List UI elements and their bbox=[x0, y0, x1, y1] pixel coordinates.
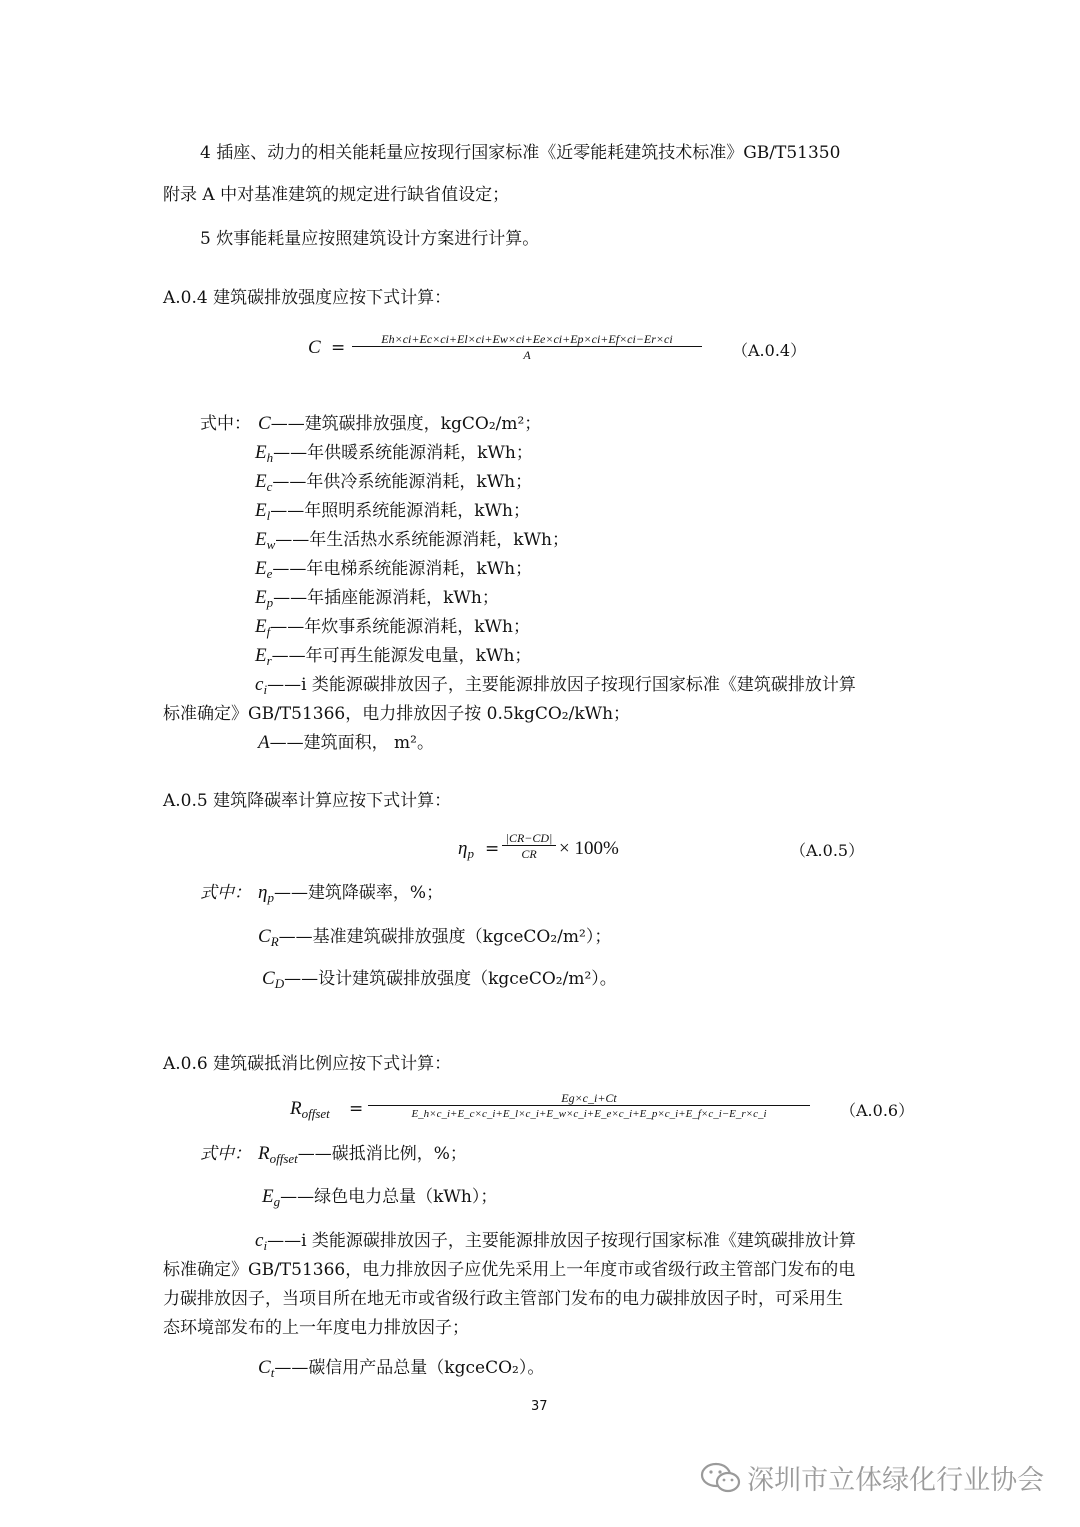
def-subscript: p bbox=[266, 595, 274, 610]
def-subscript: l bbox=[266, 508, 271, 523]
formula-a05-label: （A.0.5） bbox=[790, 841, 865, 860]
formula-a06-label: （A.0.6） bbox=[840, 1101, 915, 1120]
def-symbol: E bbox=[255, 471, 267, 492]
a06-def-ci-continued-3: 态环境部发布的上一年度电力排放因子； bbox=[163, 1318, 469, 1338]
def-subscript: g bbox=[273, 1194, 281, 1209]
a04-where-intro: 式中： bbox=[200, 414, 251, 434]
def-subscript: e bbox=[266, 566, 273, 581]
a05-def-eta: $\eta_p——$建筑降碳率，%； bbox=[258, 882, 444, 905]
formula-a05-denominator: CR bbox=[521, 847, 537, 861]
a04-def-ep: $E_p——$年插座能源消耗，kWh； bbox=[255, 587, 499, 610]
def-subscript: c bbox=[266, 479, 273, 494]
def-symbol: E bbox=[255, 529, 267, 550]
formula-a04-label: （A.0.4） bbox=[732, 341, 807, 360]
a04-def-er: $E_r——$年可再生能源发电量，kWh； bbox=[255, 645, 532, 668]
a06-def-ci-continued-2: 力碳排放因子，当项目所在地无市或省级行政主管部门发布的电力碳排放因子时，可采用生 bbox=[163, 1289, 843, 1309]
def-symbol: A bbox=[258, 732, 270, 753]
def-subscript: p bbox=[267, 890, 274, 905]
a04-def-ew: $E_w——$年生活热水系统能源消耗，kWh； bbox=[255, 529, 570, 552]
def-subscript: i bbox=[263, 682, 268, 697]
section-a06-heading: A.0.6 建筑碳抵消比例应按下式计算： bbox=[163, 1054, 452, 1074]
a04-def-el: $E_l——$年照明系统能源消耗，kWh； bbox=[255, 500, 530, 523]
watermark bbox=[700, 1458, 1044, 1497]
formula-a05-numerator: |CR−CD| bbox=[505, 831, 553, 845]
def-symbol: E bbox=[255, 616, 267, 637]
formula-a05-lhs: $\eta_p$ bbox=[458, 838, 474, 861]
a04-def-eh: $E_h——$年供暖系统能源消耗，kWh； bbox=[255, 442, 533, 465]
def-symbol: E bbox=[255, 645, 267, 666]
def-subscript: offset bbox=[269, 1151, 298, 1166]
def-subscript: R bbox=[270, 934, 279, 949]
def-symbol: C bbox=[258, 413, 271, 434]
a04-def-ec: $E_c——$年供冷系统能源消耗，kWh； bbox=[255, 471, 533, 494]
def-symbol: c bbox=[255, 1230, 264, 1251]
formula-a06-equals: = bbox=[349, 1099, 364, 1119]
def-symbol: c bbox=[255, 674, 264, 695]
def-subscript: w bbox=[266, 537, 276, 552]
def-symbol: η bbox=[258, 882, 268, 903]
formula-a04-lhs: C bbox=[308, 337, 321, 358]
formula-a06-fraction bbox=[368, 1091, 810, 1122]
paragraph-4-line-2: 附录 A 中对基准建筑的规定进行缺省值设定； bbox=[163, 185, 510, 205]
a06-def-roffset: $R_{offset}——$碳抵消比例，%； bbox=[258, 1143, 467, 1166]
formula-a05-lhs-subscript: p bbox=[467, 846, 474, 861]
formula-a05-fraction bbox=[502, 831, 556, 862]
def-subscript: f bbox=[266, 624, 271, 639]
a04-def-ee: $E_e——$年电梯系统能源消耗，kWh； bbox=[255, 558, 533, 581]
formula-a05-equals: = bbox=[485, 839, 500, 859]
formula-a04-equals: = bbox=[331, 338, 346, 358]
formula-a06-lhs-subscript: offset bbox=[301, 1106, 330, 1121]
a04-def-a: A——建筑面积， m²。 bbox=[258, 732, 434, 753]
page-number: 37 bbox=[531, 1399, 548, 1414]
formula-a06-lhs: $R_{offset}$ bbox=[290, 1098, 330, 1121]
def-symbol: C bbox=[262, 968, 275, 989]
def-subscript: h bbox=[266, 450, 274, 465]
a05-def-cr: $C_R——$基准建筑碳排放强度（kgceCO₂/m²）； bbox=[258, 926, 612, 949]
section-a04-heading: A.0.4 建筑碳排放强度应按下式计算： bbox=[163, 288, 452, 308]
def-symbol: R bbox=[258, 1143, 270, 1164]
a04-def-c: C——建筑碳排放强度，kgCO₂/m²； bbox=[258, 413, 542, 434]
def-symbol: E bbox=[255, 587, 267, 608]
a04-def-ci-continued: 标准确定》GB/T51366，电力排放因子按 0.5kgCO₂/kWh； bbox=[163, 704, 631, 724]
a06-def-eg: $E_g——$绿色电力总量（kWh）； bbox=[262, 1186, 498, 1209]
a04-def-ef: $E_f——$年炊事系统能源消耗，kWh； bbox=[255, 616, 530, 639]
def-symbol: C bbox=[258, 926, 271, 947]
formula-a04-denominator: A bbox=[523, 348, 531, 362]
formula-a05-times: × 100% bbox=[559, 838, 619, 859]
def-subscript: i bbox=[263, 1238, 268, 1253]
formula-a06-denominator: E_h×c_i+E_c×c_i+E_l×c_i+E_w×c_i+E_e×c_i+E_p×c_i+E_f×c_i−E_r×c_i bbox=[411, 1108, 767, 1120]
def-subscript: r bbox=[266, 653, 272, 668]
def-subscript: D bbox=[274, 976, 285, 991]
def-symbol: E bbox=[255, 500, 267, 521]
def-symbol: C bbox=[258, 1357, 271, 1378]
def-symbol: E bbox=[255, 558, 267, 579]
a06-def-ct: $C_t——$碳信用产品总量（kgceCO₂）。 bbox=[258, 1357, 545, 1380]
a04-def-ci: $c_i——i$ 类能源碳排放因子，主要能源排放因子按现行国家标准《建筑碳排放计算 bbox=[255, 674, 856, 697]
formula-a06-numerator: Eg×c_i+Ct bbox=[561, 1091, 617, 1105]
formula-a04-numerator: Eh×ci+Ec×ci+El×ci+Ew×ci+Ee×ci+Ep×ci+Ef×ci−Er×ci bbox=[381, 332, 673, 346]
a06-def-ci-continued-1: 标准确定》GB/T51366，电力排放因子应优先采用上一年度市或省级行政主管部门发布的电 bbox=[163, 1260, 856, 1280]
paragraph-5: 5 炊事能耗量应按照建筑设计方案进行计算。 bbox=[200, 229, 540, 249]
a05-where-intro: 式中： bbox=[200, 883, 251, 903]
section-a05-heading: A.0.5 建筑降碳率计算应按下式计算： bbox=[163, 791, 452, 811]
a05-def-cd: $C_D——$设计建筑碳排放强度（kgceCO₂/m²）。 bbox=[262, 968, 617, 991]
formula-a04-fraction bbox=[352, 332, 702, 363]
a06-where-intro: 式中： bbox=[200, 1144, 251, 1164]
watermark-text: 深圳市立体绿化行业协会 bbox=[747, 1465, 1045, 1496]
paragraph-4-line-1: 4 插座、动力的相关能耗量应按现行国家标准《近零能耗建筑技术标准》GB/T51350 bbox=[200, 143, 841, 163]
def-symbol: E bbox=[255, 442, 267, 463]
def-symbol: E bbox=[262, 1186, 274, 1207]
wechat-icon bbox=[700, 1461, 742, 1495]
a06-def-ci: $c_i——i$ 类能源碳排放因子，主要能源排放因子按现行国家标准《建筑碳排放计算 bbox=[255, 1230, 856, 1253]
def-subscript: t bbox=[270, 1365, 275, 1380]
